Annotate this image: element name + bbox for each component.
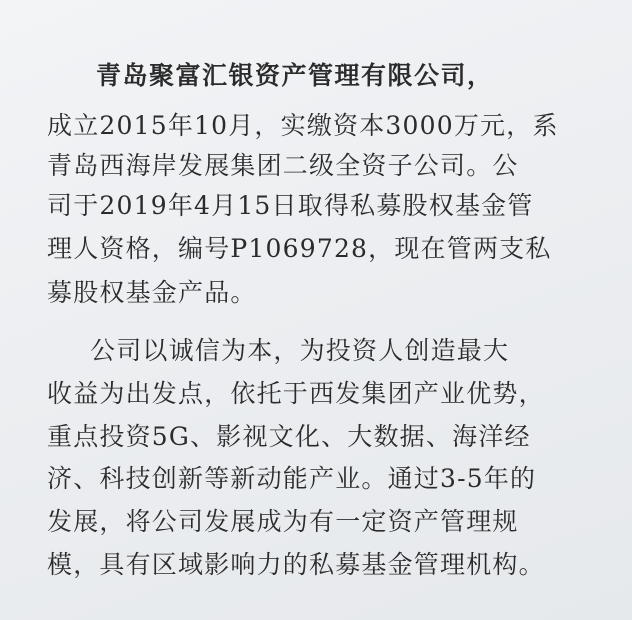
paragraph-2-line-6: 模，具有区域影响力的私募基金管理机构。: [47, 550, 545, 579]
paragraph-2-line-2: 收益为出发点，依托于西发集团产业优势，: [47, 379, 545, 408]
paragraph-1-line-5: 理人资格，编号P1069728，现在管两支私: [47, 234, 552, 263]
paragraph-2-line-5: 发展，将公司发展成为有一定资产管理规: [47, 507, 519, 536]
paragraph-2-line-4: 济、科技创新等新动能产业。通过3-5年的: [47, 464, 537, 493]
paragraph-1-line-6: 募股权基金产品。: [47, 278, 257, 307]
paragraph-1-line-4: 司于2019年4月15日取得私募股权基金管: [47, 191, 534, 220]
paragraph-1-line-2: 成立2015年10月，实缴资本3000万元，系: [47, 111, 559, 140]
paragraph-1-line-3: 青岛西海岸发展集团二级全资子公司。公: [47, 151, 519, 180]
paragraph-1-line-1: 青岛聚富汇银资产管理有限公司，: [96, 61, 494, 90]
paragraph-2-line-3: 重点投资5G、影视文化、大数据、海洋经: [47, 422, 531, 451]
paragraph-2-line-1: 公司以诚信为本，为投资人创造最大: [90, 336, 510, 365]
